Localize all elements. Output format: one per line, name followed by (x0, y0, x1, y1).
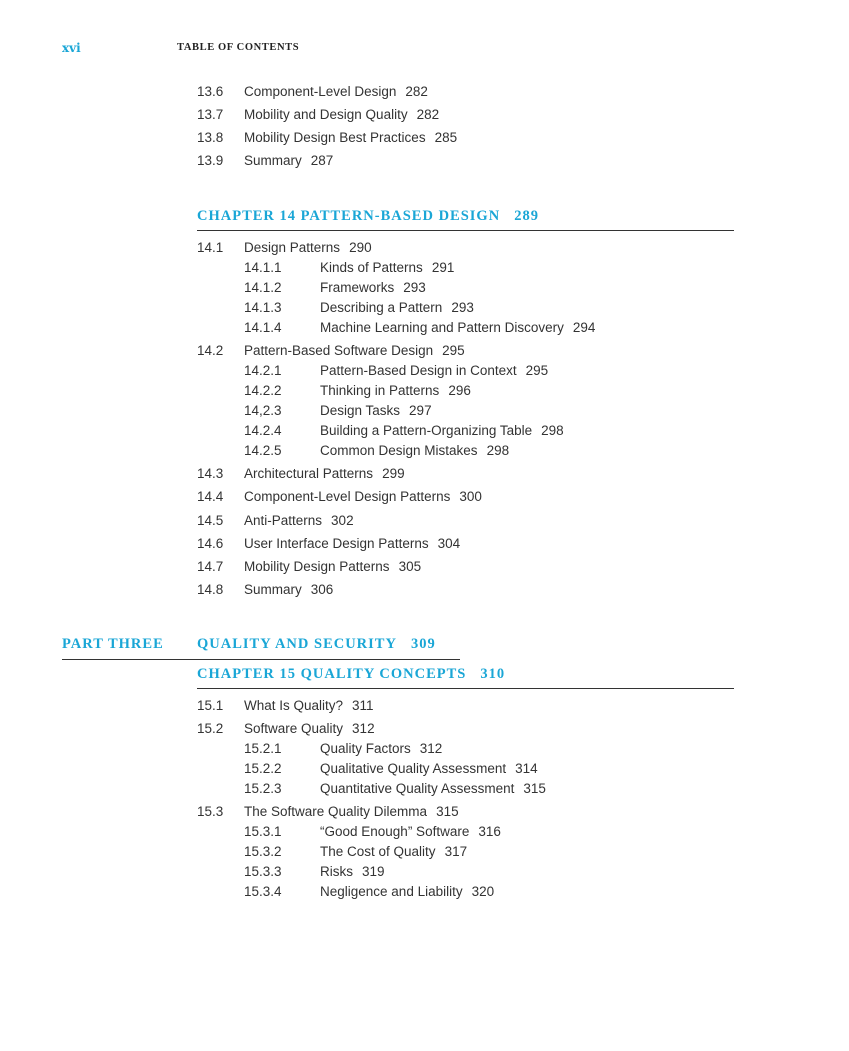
subsection-page: 298 (541, 423, 564, 438)
subsection-page: 312 (419, 741, 443, 756)
subsection-page: 294 (572, 320, 596, 335)
toc-subentry[interactable] (244, 320, 595, 335)
subsection-title: Pattern-Based Design in Context (320, 363, 517, 378)
section-page: 306 (310, 582, 334, 597)
subsection-number: 14.2.2 (244, 383, 282, 398)
toc-subentry[interactable] (244, 280, 426, 295)
toc-entry[interactable] (197, 240, 372, 255)
section-page: 302 (331, 513, 354, 528)
subsection-number: 14.2.5 (244, 443, 282, 458)
section-number: 13.8 (197, 130, 224, 145)
section-page: 287 (310, 153, 334, 168)
toc-subentry[interactable] (244, 300, 474, 315)
chapter-14-heading[interactable] (197, 208, 734, 231)
subsection-number: 14.1.3 (244, 300, 282, 315)
section-number: 14.1 (197, 240, 224, 255)
subsection-number: 14.1.1 (244, 260, 282, 275)
subsection-title: Frameworks (320, 280, 395, 295)
subsection-title: The Cost of Quality (320, 844, 436, 859)
toc-entry[interactable] (197, 466, 405, 481)
section-page: 312 (352, 721, 375, 736)
section-number: 14.5 (197, 513, 224, 528)
section-title: Mobility Design Patterns (244, 559, 390, 574)
toc-entry[interactable] (197, 698, 374, 713)
section-number: 14.7 (197, 559, 224, 574)
section-title: Mobility and Design Quality (244, 107, 408, 122)
section-title: Pattern-Based Software Design (244, 343, 434, 358)
subsection-title: Design Tasks (320, 403, 401, 418)
part-label: PART THREE (62, 636, 164, 652)
section-number: 14.2 (197, 343, 224, 358)
toc-entry[interactable] (197, 343, 465, 358)
section-number: 14.8 (197, 582, 224, 597)
subsection-number: 14.2.4 (244, 423, 282, 438)
toc-subentry[interactable] (244, 824, 501, 839)
part-three-heading[interactable] (197, 636, 436, 653)
subsection-title: Common Design Mistakes (320, 443, 478, 458)
toc-subentry[interactable] (244, 423, 564, 438)
section-number: 14.6 (197, 536, 224, 551)
subsection-number: 15.2.3 (244, 781, 282, 796)
section-page: 304 (437, 536, 461, 551)
subsection-number: 15.3.2 (244, 844, 282, 859)
subsection-page: 315 (523, 781, 546, 796)
subsection-number: 15.2.1 (244, 741, 282, 756)
subsection-number: 14,2.3 (244, 403, 282, 418)
chapter-page: 310 (480, 666, 506, 682)
subsection-title: Qualitative Quality Assessment (320, 761, 507, 776)
running-head: TABLE OF CONTENTS (177, 42, 300, 53)
toc-subentry[interactable] (244, 383, 471, 398)
section-title: Component-Level Design (244, 84, 397, 99)
subsection-page: 319 (362, 864, 385, 879)
subsection-title: Quantitative Quality Assessment (320, 781, 515, 796)
subsection-title: Describing a Pattern (320, 300, 443, 315)
toc-entry[interactable] (197, 107, 439, 122)
toc-entry[interactable] (197, 84, 428, 99)
section-title: Component-Level Design Patterns (244, 489, 451, 504)
subsection-number: 15.3.4 (244, 884, 282, 899)
subsection-number: 15.3.3 (244, 864, 282, 879)
chapter-page: 289 (514, 208, 539, 224)
section-title: The Software Quality Dilemma (244, 804, 428, 819)
subsection-title: Risks (320, 864, 353, 879)
section-title: Architectural Patterns (244, 466, 374, 481)
section-number: 13.9 (197, 153, 224, 168)
toc-entry[interactable] (197, 513, 354, 528)
toc-entry[interactable] (197, 804, 459, 819)
toc-subentry[interactable] (244, 781, 546, 796)
section-title: Mobility Design Best Practices (244, 130, 426, 145)
section-page: 315 (436, 804, 459, 819)
subsection-page: 293 (403, 280, 426, 295)
part-title: QUALITY AND SECURITY (197, 636, 397, 652)
section-title: Software Quality (244, 721, 344, 736)
section-page: 300 (459, 489, 482, 504)
subsection-title: Machine Learning and Pattern Discovery (320, 320, 564, 335)
toc-entry[interactable] (197, 559, 421, 574)
section-number: 14.3 (197, 466, 224, 481)
section-number: 15.2 (197, 721, 224, 736)
section-page: 305 (398, 559, 422, 574)
subsection-page: 317 (444, 844, 468, 859)
toc-subentry[interactable] (244, 864, 385, 879)
subsection-page: 293 (451, 300, 474, 315)
section-number: 15.3 (197, 804, 224, 819)
chapter-15-heading[interactable] (197, 666, 734, 689)
subsection-page: 291 (431, 260, 455, 275)
toc-subentry[interactable] (244, 403, 432, 418)
toc-subentry[interactable] (244, 884, 494, 899)
subsection-page: 298 (486, 443, 510, 458)
section-page: 285 (434, 130, 458, 145)
subsection-number: 14.1.2 (244, 280, 282, 295)
section-title: Summary (244, 153, 302, 168)
toc-entry[interactable] (197, 721, 375, 736)
section-page: 311 (352, 698, 374, 713)
toc-entry[interactable] (197, 536, 460, 551)
subsection-page: 320 (471, 884, 495, 899)
chapter-title: CHAPTER 15 QUALITY CONCEPTS (197, 666, 467, 682)
subsection-number: 14.1.4 (244, 320, 282, 335)
subsection-number: 14.2.1 (244, 363, 282, 378)
toc-subentry[interactable] (244, 363, 548, 378)
section-title: User Interface Design Patterns (244, 536, 429, 551)
subsection-page: 295 (525, 363, 549, 378)
part-divider (62, 659, 460, 660)
section-number: 13.6 (197, 84, 224, 99)
part-page: 309 (410, 636, 436, 652)
section-number: 14.4 (197, 489, 224, 504)
section-page: 282 (416, 107, 440, 122)
section-title: Design Patterns (244, 240, 341, 255)
section-page: 299 (382, 466, 405, 481)
toc-entry[interactable] (197, 489, 482, 504)
subsection-page: 314 (515, 761, 538, 776)
subsection-title: Building a Pattern-Organizing Table (320, 423, 533, 438)
subsection-title: Quality Factors (320, 741, 411, 756)
subsection-title: Negligence and Liability (320, 884, 463, 899)
toc-entry[interactable] (197, 582, 333, 597)
section-title: Summary (244, 582, 302, 597)
subsection-page: 296 (448, 383, 471, 398)
toc-subentry[interactable] (244, 443, 509, 458)
section-number: 13.7 (197, 107, 224, 122)
toc-subentry[interactable] (244, 260, 454, 275)
toc-entry[interactable] (197, 130, 457, 145)
section-title: Anti-Patterns (244, 513, 323, 528)
toc-subentry[interactable] (244, 761, 538, 776)
chapter-title: CHAPTER 14 PATTERN-BASED DESIGN (197, 208, 501, 224)
section-title: What Is Quality? (244, 698, 344, 713)
toc-entry[interactable] (197, 153, 333, 168)
section-number: 15.1 (197, 698, 224, 713)
subsection-title: Kinds of Patterns (320, 260, 423, 275)
toc-subentry[interactable] (244, 741, 442, 756)
section-page: 295 (442, 343, 465, 358)
subsection-page: 316 (478, 824, 501, 839)
page-number: xvi (62, 41, 81, 55)
section-page: 282 (405, 84, 428, 99)
subsection-title: Thinking in Patterns (320, 383, 440, 398)
section-page: 290 (349, 240, 372, 255)
subsection-page: 297 (409, 403, 432, 418)
subsection-title: “Good Enough” Software (320, 824, 470, 839)
subsection-number: 15.2.2 (244, 761, 282, 776)
subsection-number: 15.3.1 (244, 824, 282, 839)
toc-subentry[interactable] (244, 844, 467, 859)
